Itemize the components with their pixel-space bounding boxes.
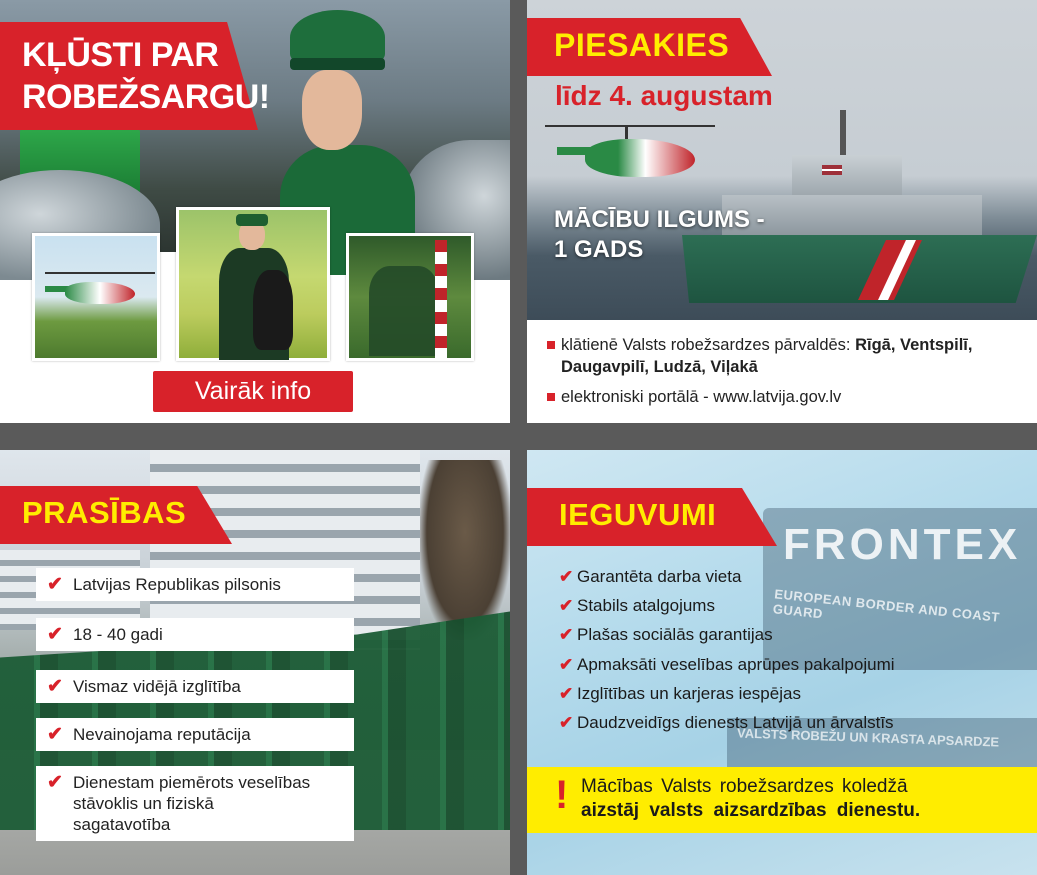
helicopter-body — [585, 139, 695, 177]
coast-guard-patch-text: VALSTS ROBEŽU UN KRASTA APSARDZE — [736, 725, 1000, 750]
benefit-text: Apmaksāti veselības aprūpes pakalpojumi — [577, 654, 895, 674]
benefit-text: Stabils atalgojums — [577, 596, 715, 616]
requirement-item — [36, 766, 354, 841]
border-post-icon — [435, 240, 447, 358]
benefits-banner-text: IEGUVUMI — [559, 497, 717, 532]
benefit-item — [559, 624, 1029, 653]
requirement-text: 18 - 40 gadi — [73, 625, 163, 644]
handler-hat — [236, 214, 268, 226]
benefit-text: Izglītības un karjeras iespējas — [577, 683, 801, 703]
benefit-item — [559, 566, 1029, 595]
main-title-line2: ROBEŽSARGU! — [22, 78, 270, 116]
check-icon: ✔ — [47, 574, 63, 595]
check-icon: ✔ — [47, 772, 63, 793]
benefits-list — [559, 566, 1029, 741]
main-title — [22, 34, 270, 118]
latvian-flag-icon — [822, 165, 842, 175]
apply-methods-list — [547, 334, 1037, 416]
check-icon: ✔ — [559, 596, 574, 616]
check-icon: ✔ — [559, 712, 574, 732]
requirement-item — [36, 568, 354, 601]
check-icon: ✔ — [47, 724, 63, 745]
benefit-text: Daudzveidīgs dienests Latvijā un ārvalstīs — [577, 712, 894, 732]
apply-method-text: klātienē Valsts robežsardzes pārvaldēs: — [561, 336, 856, 354]
requirement-item — [36, 618, 354, 651]
panel-benefits — [527, 450, 1037, 875]
notice-line1: Mācības Valsts robežsardzes koledžā — [581, 776, 908, 797]
duration-line2: 1 GADS — [554, 236, 644, 263]
benefit-text: Plašas sociālās garantijas — [577, 625, 773, 645]
apply-method-online — [547, 386, 1037, 408]
ship-bridge — [792, 155, 902, 199]
helicopter-body — [65, 282, 135, 304]
requirement-item — [36, 718, 354, 751]
tree-shape — [420, 460, 510, 640]
bullet-square-icon — [547, 393, 555, 401]
duration-line1: MĀCĪBU ILGUMS - — [554, 206, 765, 233]
benefit-item — [559, 595, 1029, 624]
helicopter-mast — [625, 125, 628, 139]
check-icon: ✔ — [559, 683, 574, 703]
officer-cap-band — [290, 58, 385, 70]
check-icon: ✔ — [47, 624, 63, 645]
requirement-text: Nevainojama reputācija — [73, 725, 251, 744]
check-icon: ✔ — [559, 567, 574, 586]
helicopter-icon — [45, 272, 145, 306]
panel-become-border-guard — [0, 0, 510, 423]
frontex-agency-text: EUROPEAN BORDER AND COAST GUARD — [772, 586, 1001, 625]
duration-text — [554, 205, 854, 265]
requirements-banner-text: PRASĪBAS — [22, 495, 187, 530]
helicopter-thumbnail — [32, 233, 160, 361]
ship-mast — [840, 110, 846, 160]
main-title-line1: KĻŪSTI PAR — [22, 36, 219, 74]
requirement-item — [36, 670, 354, 703]
apply-banner-text: PIESAKIES — [554, 27, 730, 63]
officer-cap — [290, 10, 385, 65]
check-icon: ✔ — [559, 654, 574, 674]
benefit-item — [559, 683, 1029, 712]
requirement-text: Dienestam piemērots veselības stāvoklis un fiziskā sagatavotība — [73, 773, 311, 834]
check-icon: ✔ — [559, 625, 574, 645]
helicopter-rotor — [45, 272, 155, 274]
patrol-figures — [369, 266, 439, 356]
exclamation-icon: ! — [555, 773, 569, 817]
border-post-thumbnail — [346, 233, 474, 361]
deadline-text: līdz 4. augustam — [555, 80, 773, 111]
requirement-text: Latvijas Republikas pilsonis — [73, 575, 281, 594]
requirement-text: Vismaz vidējā izglītība — [73, 677, 241, 696]
apply-method-in-person — [547, 334, 1037, 378]
benefit-item — [559, 654, 1029, 683]
benefit-text: Garantēta darba vieta — [577, 567, 742, 586]
more-info-button[interactable]: Vairāk info — [153, 371, 353, 412]
check-icon: ✔ — [47, 676, 63, 697]
apply-method-portal-link[interactable]: elektroniski portālā - www.latvija.gov.lv — [561, 388, 842, 406]
dog-figure — [253, 270, 293, 350]
benefit-item — [559, 712, 1029, 741]
dog-handler-thumbnail — [176, 207, 330, 361]
bullet-square-icon — [547, 341, 555, 349]
officer-face — [302, 70, 362, 150]
apply-method-cities: Rīgā, Ventspilī, Daugavpilī, Ludzā, Viļakā — [561, 336, 973, 376]
notice-line2: aizstāj valsts aizsardzības dienestu. — [581, 800, 921, 821]
frontex-logo-text: FRONTEX — [783, 520, 1022, 569]
panel-requirements — [0, 450, 510, 875]
panel-apply — [527, 0, 1037, 423]
